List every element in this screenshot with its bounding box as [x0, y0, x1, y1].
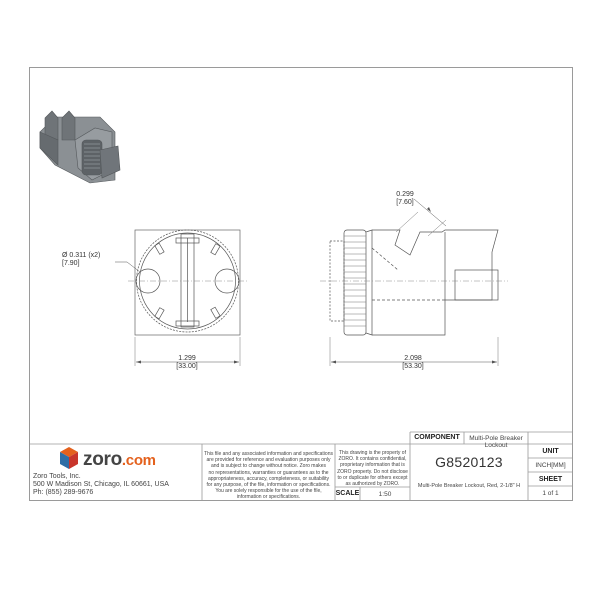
side-view [320, 199, 508, 366]
dim-width: 1.299 [33.00] [176, 355, 198, 370]
component-label: COMPONENT [414, 434, 460, 441]
part-number: G8520123 [435, 454, 503, 470]
part-description: Multi-Pole Breaker Lockout, Red, 2-1/8" H [417, 483, 521, 489]
sheet-label: SHEET [538, 476, 563, 483]
company-phone: Ph: (855) 289-9676 [33, 489, 94, 496]
confidential-text: This drawing is the property of ZORO. It contains confidential, proprietary information that is ZORO property. Do not disclose to or duplicate for others except as authorized by ZORO. [337, 450, 408, 488]
unit-value: INCH[MM] [535, 462, 566, 469]
company-name: Zoro Tools, Inc. [33, 473, 81, 480]
unit-label: UNIT [542, 448, 559, 455]
dim-hole-diameter: Ø 0.311 (x2) [7.90] [62, 252, 101, 267]
scale-value: 1:50 [378, 491, 392, 498]
scale-label: SCALE [335, 490, 360, 497]
front-view [115, 230, 247, 366]
dim-slot: 0.299 [7.60] [396, 191, 414, 206]
sheet-value: 1 of 1 [542, 490, 559, 497]
dim-length: 2.098 [53.30] [402, 355, 424, 370]
component-value: Multi-Pole Breaker Lockout [469, 435, 523, 449]
company-address: 500 W Madison St, Chicago, IL 60661, USA [33, 481, 169, 488]
zoro-logo-icon [60, 447, 78, 469]
isometric-view-image [40, 111, 120, 183]
zoro-logo: zoro.com [83, 449, 156, 470]
disclaimer-text: This file and any associated information and specifications are provided for reference and evaluation purposes only and is subject to change without notice. Zoro makes no representations, warranties or guarantees as to the appropriateness, accuracy, completeness, or suitability for any purpose, of the file, information or specifications. You are solely responsible for the use of the file, information or specifications. [204, 451, 333, 501]
